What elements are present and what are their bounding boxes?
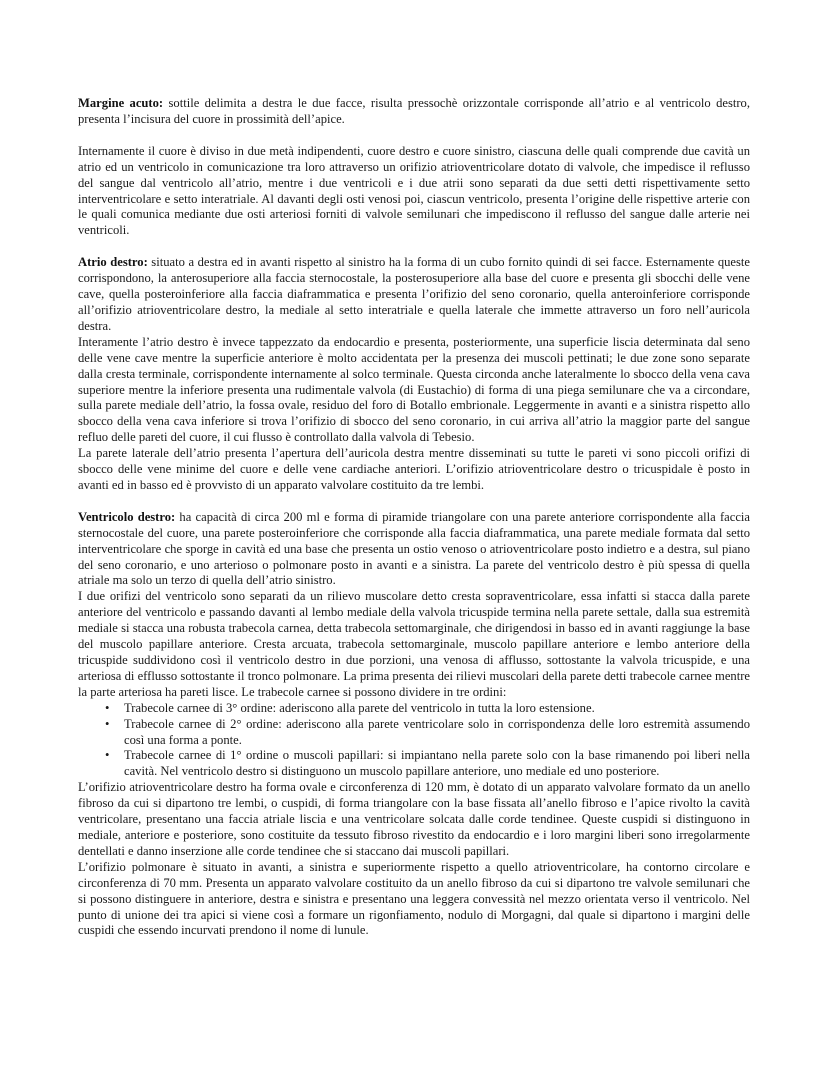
paragraph-margine-acuto: Margine acuto: sottile delimita a destra le due facce, risulta pressochè orizzontale corrisponde all’atrio e al ventricolo destro, presenta l’incisura del cuore in prossimità dell’apice. [78, 96, 750, 126]
list-item: • Trabecole carnee di 2° ordine: aderiscono alla parete ventricolare solo in corrispondenza delle loro estremità assumendo così una forma a ponte. [105, 716, 750, 747]
paragraph-ventricolo-destro: Ventricolo destro: ha capacità di circa 200 ml e forma di piramide triangolare con una parete anteriore corrispondente alla faccia sternocostale del cuore, una parete posteroinferiore che corrisponde alla faccia diaframmatica, una parete mediale formata dal setto interventricolare che sporge in cavità ed una base che presenta un ostio venoso o atrioventricolare posto indietro e a destra, sul piano del seno coronario, e uno arterioso o polmonare posto in avanti e a sinistra. La parete del ventricolo destro è più spessa di quella atriale ma solo un terzo di quella dell’atrio sinistro. [78, 509, 750, 588]
list-item: • Trabecole carnee di 1° ordine o muscoli papillari: si impiantano nella parete solo con la base rimanendo poi liberi nella cavità. Nel ventricolo destro si distinguono un muscolo papillare anteriore, uno mediale ed uno posteriore. [105, 748, 750, 779]
paragraph-atrio-interno: Interamente l’atrio destro è invece tappezzato da endocardio e presenta, posteriormente, una superficie liscia determinata dal seno delle vene cave mentre la superficie anteriore è molto accidentata per la presenza dei muscoli pettinati; le due zone sono separate dalla cresta terminale, corrispondente internamente al solco terminale. Questa circonda anche lateralmente lo sbocco della vena cava superiore mentre la inferiore presenta una rudimentale valvola (di Eustachio) di forma di una piega semilunare che va a circondare, sulla parete mediale dell’atrio, la fossa ovale, residuo del foro di Botallo embrionale. Leggermente in avanti e a sinistra rispetto allo sbocco della vena cava inferiore si trova l’orifizio di sbocco del seno coronario, in cui arriva all’atrio la maggior parte del sangue refluo delle pareti del cuore, il cui flusso è controllato dalla valvola di Tebesio. [78, 334, 750, 445]
bullet-icon: • [105, 716, 110, 731]
paragraph-atrio-destro: Atrio destro: situato a destra ed in avanti rispetto al sinistro ha la forma di un cubo fornito quindi di sei facce. Esternamente queste corrispondono, la anterosuperiore alla faccia sternocostale, la posterosuperiore alla base del cuore e presenta gli sbocchi delle vene cave, quella posteroinferiore alla faccia diaframmatica e presenta l’orifizio del seno coronario, quella anteroinferiore corrisponde all’orifizio atrioventricolare destro, la mediale al setto interatriale e quella laterale che immette attraverso un foro nell’auricola destra. [78, 255, 750, 333]
list-item: • Trabecole carnee di 3° ordine: aderiscono alla parete del ventricolo in tutta la loro estensione. [105, 700, 595, 715]
paragraph-atrio-parete-laterale: La parete laterale dell’atrio presenta l’apertura dell’auricola destra mentre disseminati su tutte le pareti vi sono piccoli orifizi di sbocco delle vene minime del cuore e delle vene cardiache anteriori. L’orifizio atrioventricolare destro o tricuspidale è posto in avanti ed in basso ed è provvisto di un apparato valvolare costituito da tre lembi. [78, 446, 750, 492]
paragraph-gap [78, 239, 750, 255]
bullet-icon: • [105, 748, 110, 763]
heading-atrio-destro: Atrio destro: [78, 255, 148, 270]
paragraph-internamente: Internamente il cuore è diviso in due metà indipendenti, cuore destro e cuore sinistro, ciascuna delle quali comprende due cavità un atrio ed un ventricolo in comunicazione tra loro attraverso un orifizio atrioventricolare dotato di valvole, che impedisce il reflusso del sangue dal ventricolo all’atrio, mentre i due ventricoli e i due atrii sono separati da due setti detti rispettivamente setto interventricolare e setto interatriale. Al davanti degli osti venosi poi, ciascun ventricolo, presenta l’origine delle rispettive arterie con le quali comunica mediante due osti arteriosi forniti di valvole semilunari che impediscono il reflusso del sangue dalle arterie nei ventricoli. [78, 143, 750, 238]
heading-ventricolo-destro: Ventricolo destro: [78, 509, 176, 524]
paragraph-gap [78, 494, 750, 510]
paragraph-orifizi-ventricolo: I due orifizi del ventricolo sono separati da un rilievo muscolare detto cresta sopraventricolare, essa infatti si stacca dalla parete anteriore del ventricolo e passando davanti al lembo mediale della valvola tricuspide termina nella parete settale, dalla sua estremità mediale si stacca una robusta trabecola carnea, detta trabecola settomarginale, che dirigendosi in basso ed in avanti raggiunge la base del muscolo papillare anteriore. Cresta arcuata, trabecola settomarginale, muscolo papillare anteriore e lembo anteriore della tricuspide suddividono così il ventricolo destro in due porzioni, una venosa di afflusso, sottostante la valvola tricuspide, e una arteriosa di efflusso sottostante il tronco polmonare. La prima presenta dei rilievi muscolari della parete detti trabecole carnee mentre la parte arteriosa ha pareti lisce. Le trabecole carnee si possono dividere in tre ordini: [78, 589, 750, 699]
document-page [78, 96, 750, 939]
trabecole-list [78, 701, 750, 781]
paragraph-orifizio-atrioventricolare: L’orifizio atrioventricolare destro ha forma ovale e circonferenza di 120 mm, è dotato di un apparato valvolare formato da un anello fibroso da cui si dipartono tre lembi, o cuspidi, di forma triangolare con la base fissata all’anello fibroso e l’apice rivolto la cavità ventricolare, presentano una faccia atriale liscia e una ventricolare solcata dalle corde tendinee. Queste cuspidi si distinguono in mediale, anteriore e posteriore, sono costituite da tessuto fibroso rivestito da endocardio e i loro margini liberi sono irregolarmente dentellati e danno inserzione alle corde tendinee che si staccano dai muscoli papillari. [78, 780, 750, 858]
paragraph-gap [78, 128, 750, 144]
bullet-icon: • [105, 700, 110, 715]
heading-margine-acuto: Margine acuto: [78, 96, 164, 110]
paragraph-orifizio-polmonare: L’orifizio polmonare è situato in avanti, a sinistra e superiormente rispetto a quello atrioventricolare, ha contorno circolare e circonferenza di 70 mm. Presenta un apparato valvolare costituito da un anello fibroso da cui si dipartono tre valvole semilunari che si possono distinguere in anteriore, destra e sinistra e presentano una leggera convessità nel mezzo orientata verso il ventricolo. Nel punto di unione dei tra apici si viene così a formare un rigonfiamento, nodulo di Morgagni, dal quale si dipartono i margini delle cuspidi che essendo incurvati prendono il nome di lunule. [78, 859, 750, 938]
